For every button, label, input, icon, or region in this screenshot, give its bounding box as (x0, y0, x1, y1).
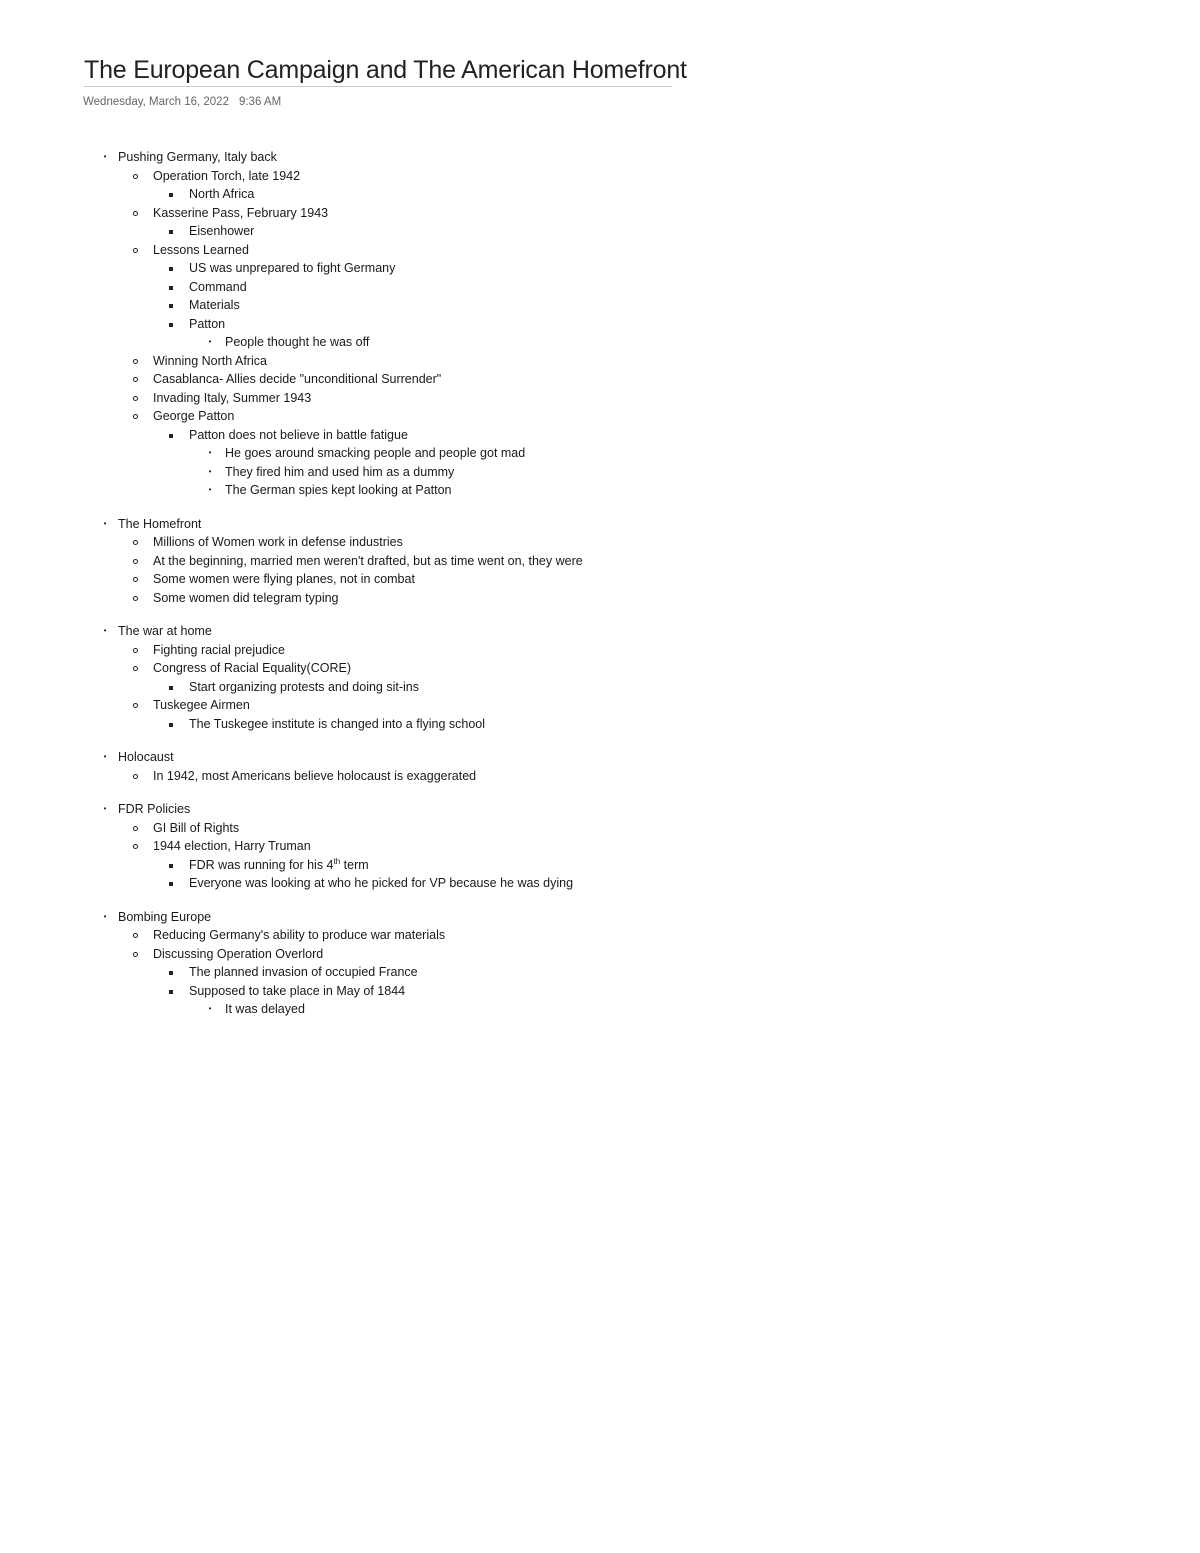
outline-item-text (118, 622, 212, 641)
outline-item-level-3 (0, 444, 1200, 463)
outline-item-text-main: They fired him and used him as a dummy (225, 464, 455, 479)
outline-item-text (153, 696, 250, 715)
outline-item-level-2 (0, 856, 1200, 875)
outline-item-level-1 (0, 819, 1200, 838)
outline-item-level-2 (0, 874, 1200, 893)
outline-item-text-main: Supposed to take place in May of 1844 (189, 983, 406, 998)
outline-item-text-main: Eisenhower (189, 224, 255, 238)
outline-item-text-main: Congress of Racial Equality(CORE) (153, 661, 351, 675)
bullet-icon (133, 933, 138, 938)
outline-item-level-0 (0, 748, 1200, 767)
outline-item-text (153, 389, 311, 408)
outline-item-level-1 (0, 589, 1200, 608)
title-divider (84, 86, 672, 87)
page-title: The European Campaign and The American Homefront (84, 56, 687, 84)
bullet-icon (133, 826, 138, 831)
outline-item-text-main: 1944 election, Harry Truman (153, 839, 311, 853)
bullet-icon (133, 666, 138, 671)
outline-item-text (225, 444, 525, 463)
bullet-icon (169, 304, 173, 308)
outline-item-text-main: Pushing Germany, Italy back (118, 150, 277, 164)
outline-item-level-2 (0, 678, 1200, 697)
outline-item-text (153, 407, 234, 426)
outline-item-text-main: FDR was running for his 4 (189, 857, 334, 872)
outline-item-text-main: Holocaust (118, 750, 174, 764)
outline-item-text-main: It was delayed (225, 1002, 305, 1016)
bullet-icon (133, 540, 138, 545)
outline-item-level-3 (0, 333, 1200, 352)
outline-item-text-main: Millions of Women work in defense industries (153, 535, 403, 549)
outline-item-level-1 (0, 241, 1200, 260)
outline-item-text (153, 641, 285, 660)
outline-item-level-0 (0, 148, 1200, 167)
outline-item-level-1 (0, 767, 1200, 786)
bullet-icon: • (103, 626, 107, 635)
outline-item-text (153, 167, 300, 186)
bullet-icon (133, 774, 138, 779)
outline-item-text-main: Materials (189, 298, 240, 312)
outline-item-level-1 (0, 945, 1200, 964)
outline-item-text-main: FDR Policies (118, 802, 191, 816)
bullet-icon (169, 882, 173, 886)
outline-item-text-main: The Homefront (118, 516, 202, 531)
superscript-text: th (333, 856, 341, 866)
outline-item-text-after: term (340, 857, 369, 872)
outline-item-text-main: Patton does not believe in battle fatigue (189, 427, 408, 442)
bullet-icon (133, 596, 138, 601)
outline-item-level-1 (0, 641, 1200, 660)
outline-item-level-0 (0, 908, 1200, 927)
outline-item-level-2 (0, 426, 1200, 445)
outline-item-level-1 (0, 407, 1200, 426)
outline-item-text (118, 148, 277, 167)
bullet-icon: • (103, 518, 107, 528)
outline-item-text (189, 185, 254, 204)
bullet-icon (133, 952, 138, 957)
outline-item-text-main: Winning North Africa (153, 353, 267, 368)
outline-item-text-main: The war at home (118, 624, 212, 638)
page-timestamp (83, 96, 281, 108)
outline-item-text-main: The German spies kept looking at Patton (225, 483, 452, 497)
outline-item-text-main: Kasserine Pass, February 1943 (153, 205, 329, 220)
page-date: Wednesday, March 16, 2022 (83, 96, 229, 108)
outline-item-text (153, 945, 323, 964)
outline-item-text (153, 570, 415, 589)
page-time: 9:36 AM (238, 96, 282, 108)
outline-item-text-main: In 1942, most Americans believe holocaust is exaggerated (153, 768, 477, 783)
outline-item-text (153, 589, 339, 608)
outline-item-text (225, 463, 454, 482)
outline-item-text (189, 982, 405, 1001)
outline-item-text (225, 333, 369, 352)
outline-item-level-2 (0, 278, 1200, 297)
outline-item-text-main: Operation Torch, late 1942 (153, 168, 301, 183)
outline-item-level-1 (0, 204, 1200, 223)
outline-item-text (189, 426, 408, 445)
outline-item-level-0 (0, 515, 1200, 534)
outline-item-text (153, 767, 476, 786)
outline-item-text-main: Fighting racial prejudice (153, 642, 286, 657)
outline-item-text (225, 1000, 305, 1019)
outline-item-text (189, 963, 418, 982)
bullet-icon (133, 414, 138, 419)
outline-item-text-main: Some women did telegram typing (153, 590, 339, 605)
outline-item-text-main: He goes around smacking people and people got mad (225, 446, 526, 460)
bullet-icon (133, 559, 138, 564)
outline-item-level-1 (0, 370, 1200, 389)
outline-item-text (153, 533, 403, 552)
bullet-icon (133, 648, 138, 653)
outline-item-text-main: Everyone was looking at who he picked for VP because he was dying (189, 876, 574, 890)
outline-item-text-main: People thought he was off (225, 335, 370, 349)
outline-item-level-0 (0, 622, 1200, 641)
outline-item-level-1 (0, 389, 1200, 408)
outline-item-level-1 (0, 659, 1200, 678)
outline-item-text-main: GI Bill of Rights (153, 820, 240, 835)
bullet-icon: • (208, 337, 212, 346)
outline-item-text-main: North Africa (189, 187, 255, 201)
outline-item-level-3 (0, 1000, 1200, 1019)
bullet-icon (133, 844, 138, 849)
bullet-icon (169, 686, 173, 690)
outline-item-level-1 (0, 570, 1200, 589)
outline-item-text-main: Discussing Operation Overlord (153, 946, 324, 961)
outline-item-text (153, 819, 239, 838)
outline-item-text-main: Command (189, 279, 247, 294)
outline-item-text-main: Tuskegee Airmen (153, 698, 250, 712)
outline-item-text (189, 715, 485, 734)
outline-item-level-2 (0, 982, 1200, 1001)
bullet-icon (169, 864, 173, 868)
bullet-icon: • (208, 448, 212, 457)
outline-item-text-main: Start organizing protests and doing sit-ins (189, 679, 419, 694)
outline-item-text-main: Patton (189, 316, 226, 331)
outline-item-level-1 (0, 167, 1200, 186)
outline-item-level-2 (0, 296, 1200, 315)
bullet-icon (169, 990, 173, 994)
outline-item-text-main: At the beginning, married men weren't drafted, but as time went on, they were (153, 553, 583, 568)
notes-outline (0, 148, 1200, 1019)
bullet-icon (169, 723, 173, 727)
bullet-icon (133, 577, 138, 582)
outline-item-text (153, 926, 445, 945)
outline-item-text (189, 222, 254, 241)
outline-item-text-main: Some women were flying planes, not in combat (153, 572, 415, 586)
bullet-icon (169, 434, 173, 438)
outline-item-level-2 (0, 963, 1200, 982)
outline-item-level-3 (0, 481, 1200, 500)
bullet-icon (133, 396, 138, 401)
outline-item-text-main: George Patton (153, 409, 235, 423)
outline-item-text (153, 352, 267, 371)
bullet-icon (169, 193, 173, 197)
outline-item-text (189, 874, 573, 893)
bullet-icon (169, 267, 173, 271)
outline-item-level-1 (0, 552, 1200, 571)
outline-item-level-2 (0, 185, 1200, 204)
outline-item-text (189, 678, 419, 697)
bullet-icon: • (208, 485, 212, 494)
outline-item-text-main: Reducing Germany's ability to produce war materials (153, 928, 446, 942)
outline-item-level-0 (0, 800, 1200, 819)
outline-item-text (153, 659, 351, 678)
outline-item-text (225, 481, 452, 500)
bullet-icon: • (103, 752, 107, 761)
outline-item-level-2 (0, 715, 1200, 734)
outline-item-text (118, 515, 201, 534)
outline-item-text (118, 748, 174, 767)
bullet-icon (133, 174, 138, 179)
outline-item-text-main: Bombing Europe (118, 909, 212, 924)
outline-item-text-main: US was unprepared to fight Germany (189, 261, 396, 275)
outline-item-text-main: Casablanca- Allies decide "unconditional Surrender" (153, 372, 442, 386)
outline-item-level-1 (0, 352, 1200, 371)
bullet-icon (133, 211, 138, 216)
outline-item-text (189, 278, 247, 297)
bullet-icon (133, 703, 138, 708)
outline-item-text-main: The Tuskegee institute is changed into a flying school (189, 716, 486, 731)
bullet-icon (133, 377, 138, 382)
outline-item-text (189, 856, 369, 875)
outline-item-text-main: Lessons Learned (153, 242, 249, 257)
outline-item-level-1 (0, 926, 1200, 945)
bullet-icon (169, 230, 173, 234)
bullet-icon (133, 359, 138, 364)
bullet-icon (169, 323, 173, 327)
bullet-icon: • (103, 911, 107, 921)
outline-item-text-main: Invading Italy, Summer 1943 (153, 390, 312, 405)
bullet-icon: • (103, 152, 107, 161)
outline-item-level-3 (0, 463, 1200, 482)
outline-item-text (118, 908, 211, 927)
outline-item-text (189, 296, 240, 315)
bullet-icon (133, 248, 138, 253)
outline-item-level-1 (0, 533, 1200, 552)
outline-item-text (153, 204, 328, 223)
outline-item-text (153, 837, 311, 856)
outline-item-text (118, 800, 190, 819)
bullet-icon (169, 286, 173, 290)
outline-item-level-2 (0, 259, 1200, 278)
outline-item-level-1 (0, 837, 1200, 856)
bullet-icon: • (208, 1004, 212, 1013)
outline-item-text (189, 315, 225, 334)
outline-item-level-2 (0, 222, 1200, 241)
outline-item-text (153, 552, 583, 571)
bullet-icon (169, 971, 173, 975)
outline-item-text-main: The planned invasion of occupied France (189, 965, 418, 979)
bullet-icon: • (103, 804, 107, 813)
outline-item-level-1 (0, 696, 1200, 715)
outline-item-text (189, 259, 395, 278)
bullet-icon: • (208, 466, 212, 476)
outline-item-level-2 (0, 315, 1200, 334)
outline-item-text (153, 370, 441, 389)
outline-item-text (153, 241, 249, 260)
